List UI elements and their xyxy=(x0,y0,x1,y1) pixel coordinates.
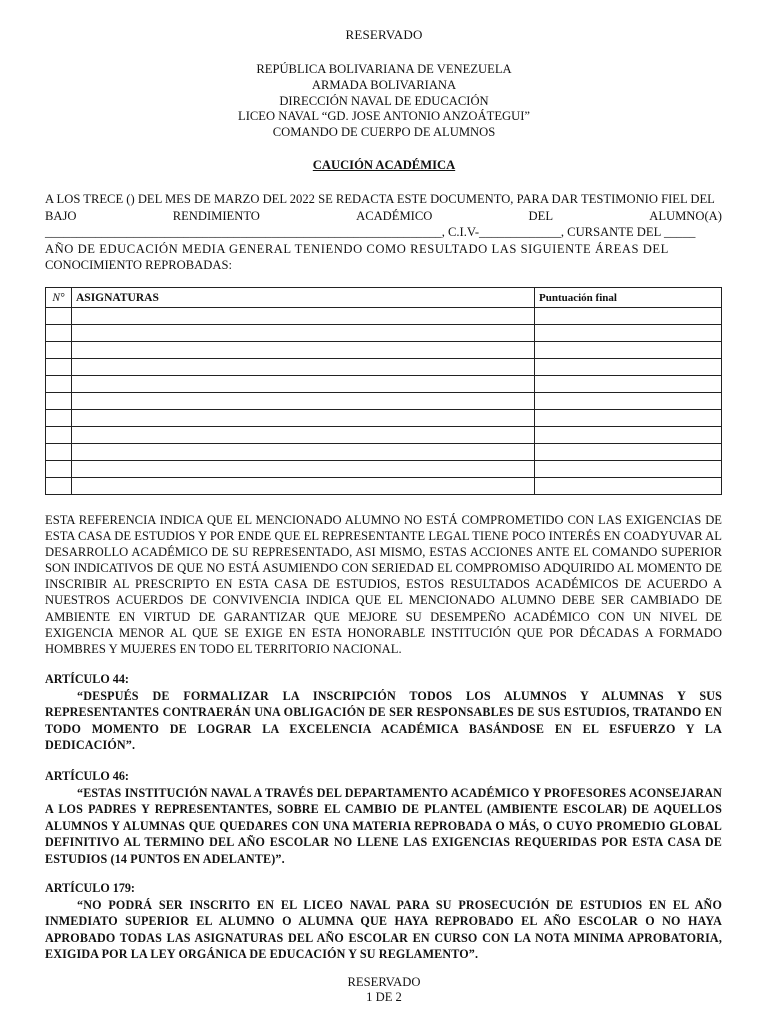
cell-number xyxy=(46,478,72,495)
intro-line-1 xyxy=(45,191,722,208)
cell-subject xyxy=(72,342,535,359)
intro-line-4-text: AÑO DE EDUCACIÓN MEDIA GENERAL TENIENDO COMO RESULTADO LAS SIGUIENTE ÁREAS DEL xyxy=(45,241,669,256)
page-number: 1 DE 2 xyxy=(366,990,402,1004)
failed-subjects-table xyxy=(45,287,722,495)
cell-number xyxy=(46,376,72,393)
intro-word: DEL xyxy=(528,208,554,223)
cell-subject xyxy=(72,359,535,376)
cell-number xyxy=(46,325,72,342)
intro-word: ALUMNO(A) xyxy=(649,208,722,223)
cell-subject xyxy=(72,308,535,325)
body-paragraph: ESTA REFERENCIA INDICA QUE EL MENCIONADO ALUMNO NO ESTÁ COMPROMETIDO CON LAS EXIGENCIAS DE ESTA CASA DE ESTUDIOS Y POR ENDE QUE EL REPRESENTANTE LEGAL TIENE POCO INTERÉS EN COADYUVAR AL DESARROLLO ACADÉMICO DE SU REPRESENTADO, ASI MISMO, ESTAS ACCIONES ANTE EL COMANDO SUPERIOR SON INDICATIVOS DE QUE NO ESTÁ ASUMIENDO CON SERIEDAD EL COMPROMISO ADQUIRIDO AL MOMENTO DE INSCRIBIR AL PRESCRIPTO EN ESTA CASA DE ESTUDIOS, ESTOS RESULTADOS ACADÉMICOS DE ACUERDO A NUESTROS ACUERDOS DE CONVIVENCIA INDICA QUE EL MENCIONADO ALUMNO DEBE SER CAMBIADO DE AMBIENTE EN VIRTUD DE GARANTIZAR QUE MEJORE SU DESEMPEÑO ACADÉMICO CON UN NIVEL DE EXIGENCIA MENOR AL QUE SE EXIGE EN ESTA HONORABLE INSTITUCIÓN QUE POR DÉCADAS A FORMADO HOMBRES Y MUJERES EN TODO EL TERRITORIO NACIONAL. xyxy=(45,513,722,656)
header-line: REPÚBLICA BOLIVARIANA DE VENEZUELA xyxy=(256,62,512,76)
cell-number xyxy=(46,410,72,427)
article-46 xyxy=(45,768,722,868)
intro-line-5-text: CONOCIMIENTO REPROBADAS: xyxy=(45,258,232,273)
intro-line-1-text: A LOS TRECE () DEL MES DE MARZO DEL 2022 SE REDACTA ESTE DOCUMENTO, PARA DAR TESTIMONIO FIEL DEL xyxy=(45,192,715,206)
table-row xyxy=(46,427,722,444)
cell-subject xyxy=(72,461,535,478)
intro-line-5 xyxy=(45,257,722,274)
cell-final-score xyxy=(535,325,722,342)
column-header-number: N° xyxy=(46,288,72,308)
header-line: LICEO NAVAL “GD. JOSE ANTONIO ANZOÁTEGUI” xyxy=(238,109,530,124)
cell-number xyxy=(46,359,72,376)
cell-final-score xyxy=(535,444,722,461)
cell-subject xyxy=(72,427,535,444)
intro-line-3-text: _______________________________________________________________, C.I.V-_____________, CURSANTE DEL _____ xyxy=(45,225,696,240)
cell-number xyxy=(46,444,72,461)
article-heading: ARTÍCULO 179: xyxy=(45,881,135,895)
cell-subject xyxy=(72,478,535,495)
article-heading: ARTÍCULO 44: xyxy=(45,672,129,686)
cell-number xyxy=(46,342,72,359)
cell-final-score xyxy=(535,376,722,393)
table-row xyxy=(46,444,722,461)
cell-final-score xyxy=(535,342,722,359)
article-text: “DESPUÉS DE FORMALIZAR LA INSCRIPCIÓN TODOS LOS ALUMNOS Y ALUMNAS Y SUS REPRESENTANTES CONTRAERÁN UNA OBLIGACIÓN DE SER RESPONSABLES DE SUS ESTUDIOS, TRATANDO EN TODO MOMENTO DE LOGRAR LA EXCELENCIA ACADÉMICA BASÁNDOSE EN EL ESFUERZO Y LA DEDICACIÓN”. xyxy=(45,688,722,753)
cell-subject xyxy=(72,393,535,410)
article-44 xyxy=(45,671,722,754)
header-line: COMANDO DE CUERPO DE ALUMNOS xyxy=(272,125,496,140)
table-row xyxy=(46,410,722,427)
table-row xyxy=(46,461,722,478)
table-header-row xyxy=(46,288,722,308)
column-header-subjects: ASIGNATURAS xyxy=(72,288,535,308)
intro-word: ACADÉMICO xyxy=(356,208,433,223)
cell-subject xyxy=(72,325,535,342)
article-heading: ARTÍCULO 46: xyxy=(45,769,129,783)
table-row xyxy=(46,342,722,359)
intro-line-2 xyxy=(45,208,722,225)
document-header xyxy=(0,62,768,141)
page-footer xyxy=(0,975,768,1005)
classification-bottom: RESERVADO xyxy=(347,975,421,989)
cell-number xyxy=(46,461,72,478)
title-text: CAUCIÓN ACADÉMICA xyxy=(312,158,456,172)
cell-final-score xyxy=(535,308,722,325)
intro-word: BAJO xyxy=(45,208,77,223)
cell-final-score xyxy=(535,393,722,410)
table-row xyxy=(46,308,722,325)
cell-number xyxy=(46,393,72,410)
intro-line-3 xyxy=(45,224,722,241)
cell-final-score xyxy=(535,461,722,478)
table-row xyxy=(46,325,722,342)
article-179 xyxy=(45,880,722,963)
cell-subject xyxy=(72,410,535,427)
cell-subject xyxy=(72,376,535,393)
intro-line-4 xyxy=(45,241,722,258)
cell-final-score xyxy=(535,359,722,376)
cell-subject xyxy=(72,444,535,461)
table-row xyxy=(46,393,722,410)
header-line: DIRECCIÓN NAVAL DE EDUCACIÓN xyxy=(279,93,489,108)
table-row xyxy=(46,478,722,495)
intro-text xyxy=(45,191,722,274)
cell-final-score xyxy=(535,427,722,444)
table-body xyxy=(46,308,722,495)
article-text: “ESTAS INSTITUCIÓN NAVAL A TRAVÉS DEL DEPARTAMENTO ACADÉMICO Y PROFESORES ACONSEJARAN A LOS PADRES Y REPRESENTANTES, SOBRE EL CAMBIO DE PLANTEL (AMBIENTE ESCOLAR) DE AQUELLOS ALUMNOS Y ALUMNAS QUE QUEDARES CON UNA MATERIA REPROBADA O MÁS, O CUYO PROMEDIO GLOBAL DEFINITIVO AL TERMINO DEL AÑO ESCOLAR NO LLENE LAS EXIGENCIAS REQUERIDAS POR ESTA CASA DE ESTUDIOS (14 PUNTOS EN ADELANTE)”. xyxy=(45,785,722,866)
column-header-final-score: Puntuación final xyxy=(535,288,722,308)
table-row xyxy=(46,376,722,393)
article-text: “NO PODRÁ SER INSCRITO EN EL LICEO NAVAL PARA SU PROSECUCIÓN DE ESTUDIOS EN EL AÑO INMEDIATO SUPERIOR EL ALUMNO O ALUMNA QUE HAYA REPROBADO EL AÑO ESCOLAR O NO HAYA APROBADO TODAS LAS ASIGNATURAS DEL AÑO ESCOLAR EN CURSO CON LA NOTA MINIMA APROBATORIA, EXIGIDA POR LA LEY ORGÁNICA DE EDUCACIÓN Y SU REGLAMENTO”. xyxy=(45,897,722,962)
table-row xyxy=(46,359,722,376)
cell-final-score xyxy=(535,410,722,427)
document-title xyxy=(0,158,768,173)
classification-top: RESERVADO xyxy=(345,27,423,42)
cell-number xyxy=(46,308,72,325)
intro-word: RENDIMIENTO xyxy=(172,208,260,223)
cell-number xyxy=(46,427,72,444)
cell-final-score xyxy=(535,478,722,495)
header-line: ARMADA BOLIVARIANA xyxy=(311,77,457,92)
